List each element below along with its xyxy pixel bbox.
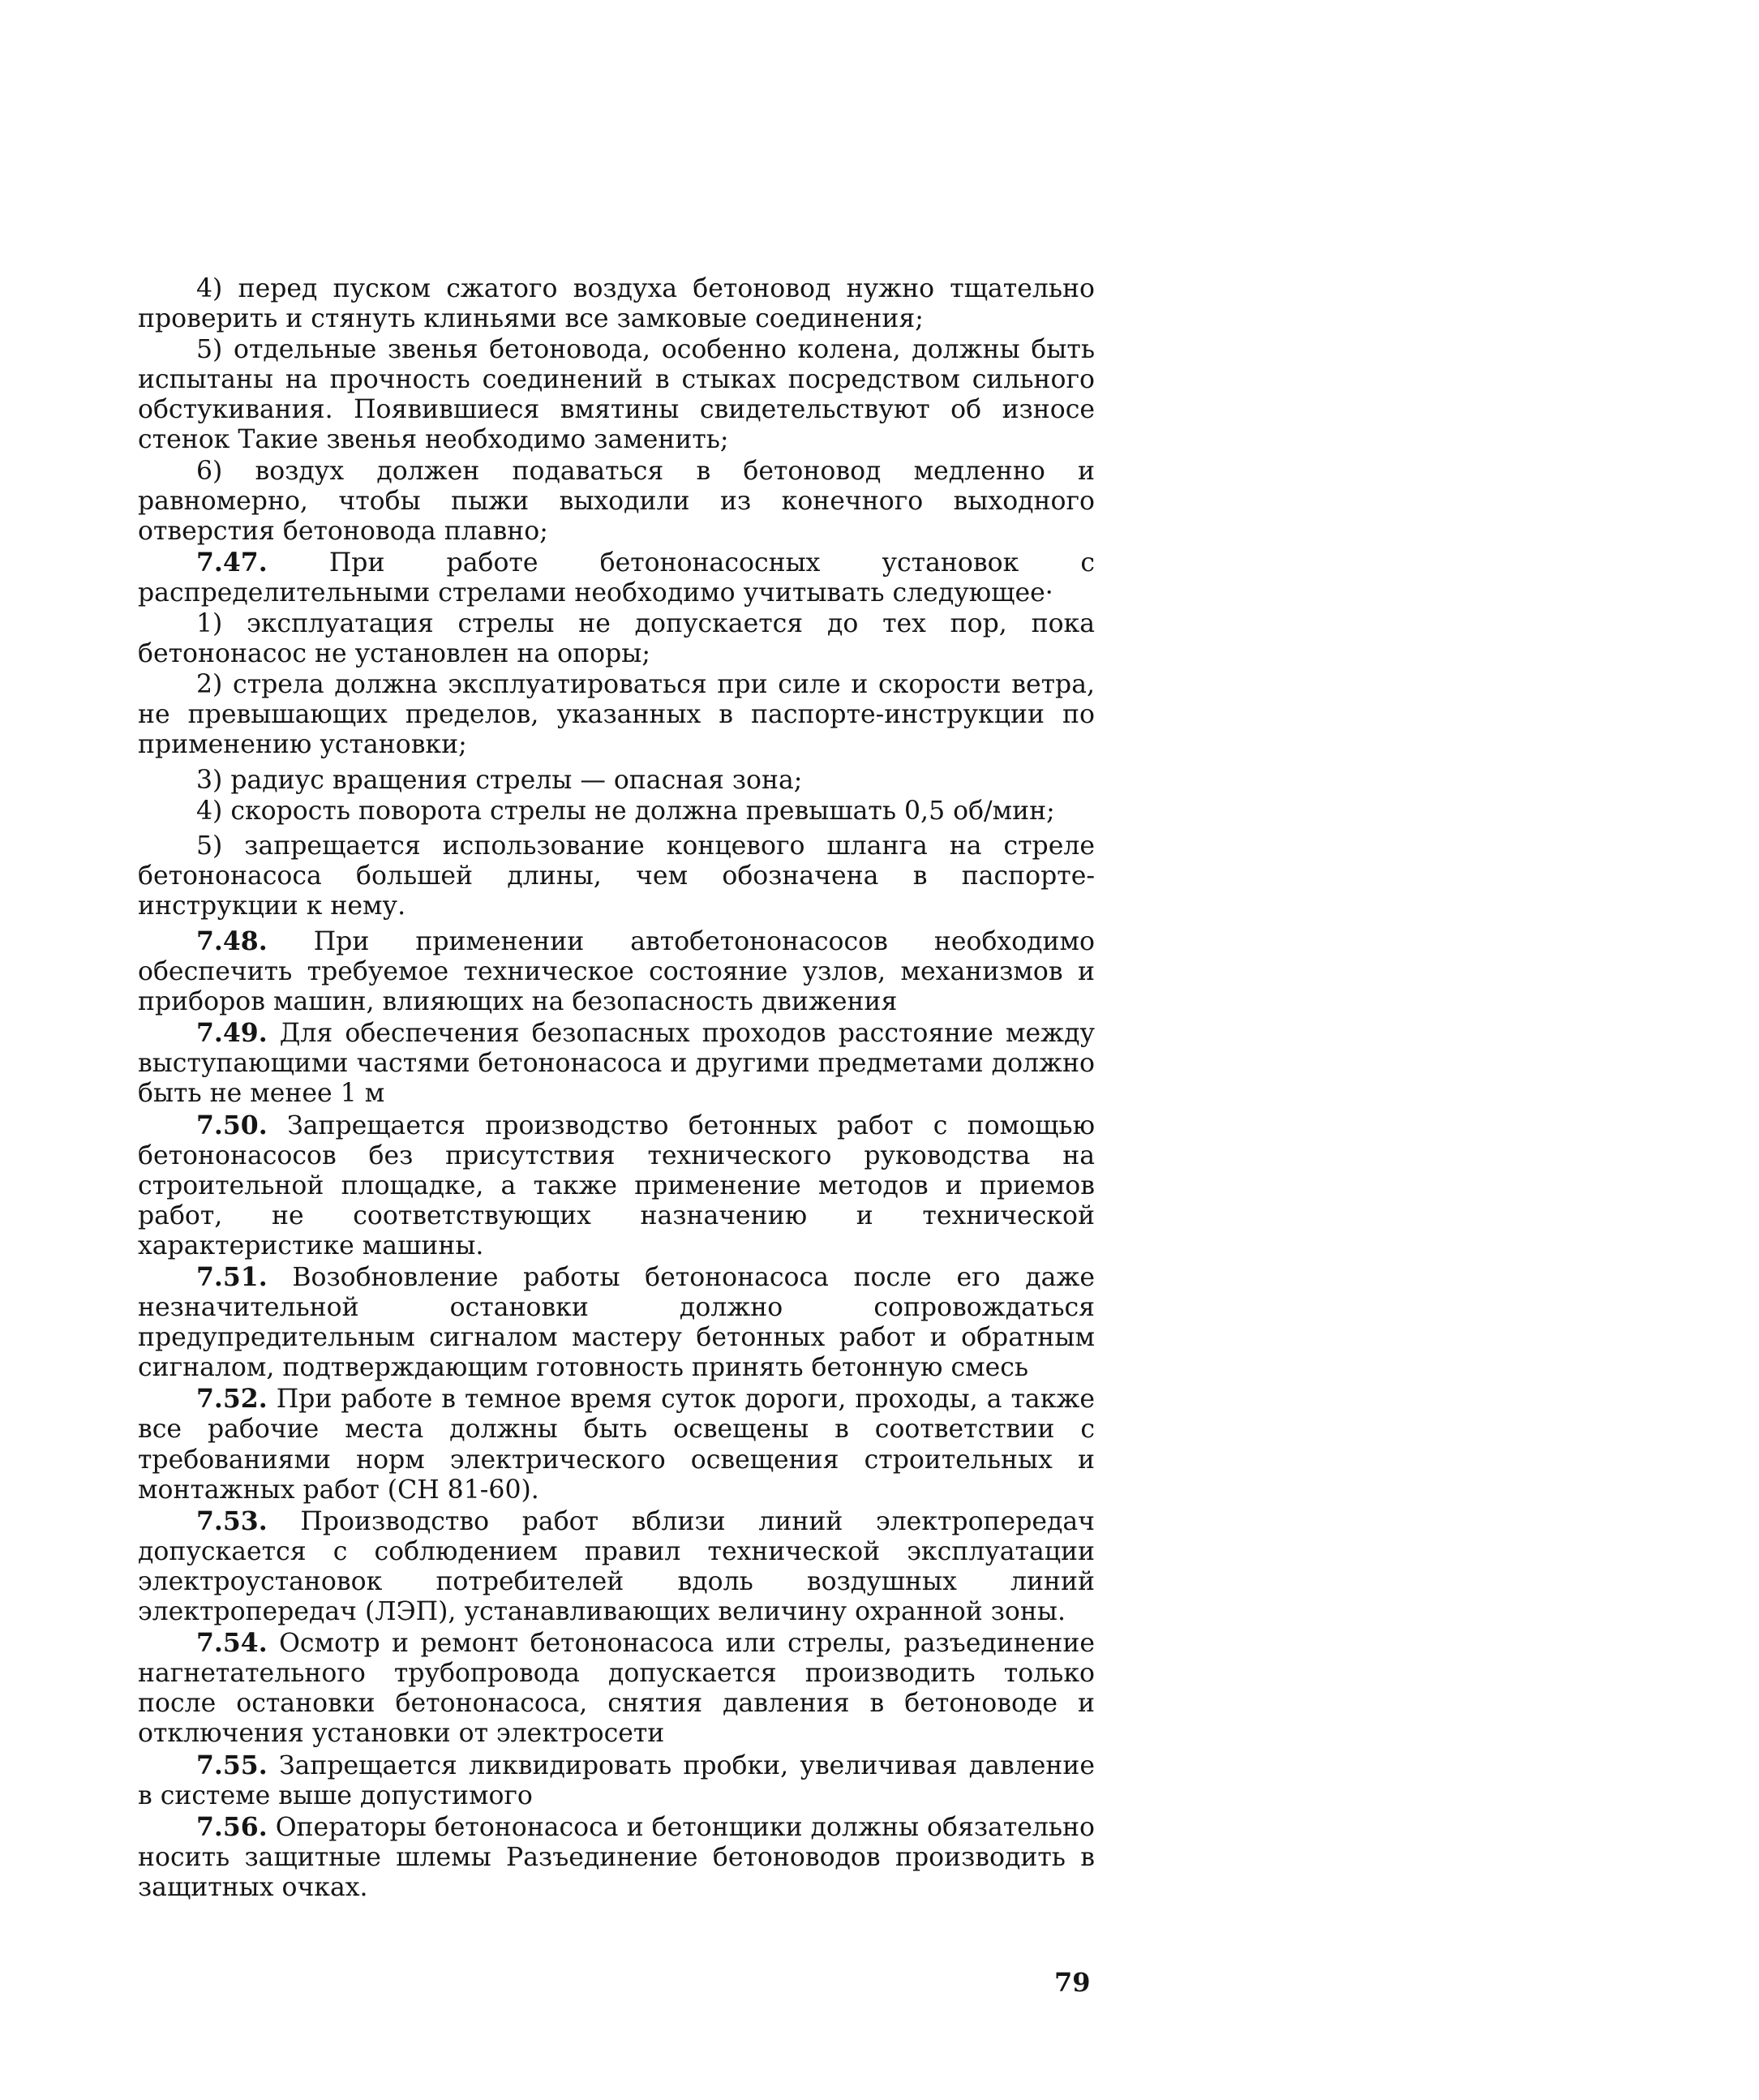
section-number: 7.50. xyxy=(196,1110,268,1140)
section-number: 7.48. xyxy=(196,925,268,956)
paragraph-text: При работе в темное время суток дороги, проходы, а также все рабочие места должны быть освещены в соответствии с требованиями норм электрического освещения строительных и монтажных работ (СН 81-60). xyxy=(138,1385,1096,1505)
paragraph-item-5 xyxy=(138,335,1095,455)
paragraph-text: 6) воздух должен подаваться в бетоновод медленно и равномерно, чтобы пыжи выходили из конечного выходного отверстия бетоновода плавно; xyxy=(138,456,1095,546)
paragraph-text: 3) радиус вращения стрелы — опасная зона; xyxy=(196,765,803,795)
paragraph-text: Производство работ вблизи линий электропередач допускается с соблюдением правил технической эксплуатации электроустановок потребителей вдоль воздушных линий электропередач (ЛЭП), устанавливающих величину охранной зоны. xyxy=(138,1506,1096,1627)
paragraph-text: При работе бетононасосных установок с распределительными стрелами необходимо учитывать следующее· xyxy=(138,548,1096,608)
paragraph-item-3 xyxy=(138,766,1095,796)
document-body xyxy=(138,274,1095,1904)
section-number: 7.54. xyxy=(196,1628,268,1659)
paragraph-text: При применении автобетононасосов необходимо обеспечить требуемое техническое состояние узлов, механизмов и приборов машин, влияющих на безопасность движения xyxy=(138,926,1096,1017)
section-7-51 xyxy=(138,1262,1095,1383)
section-number: 7.47. xyxy=(196,547,268,578)
section-7-55 xyxy=(138,1750,1095,1811)
paragraph-text: 5) отдельные звенья бетоновода, особенно колена, должны быть испытаны на прочность соединений в стыках посредством сильного обстукивания. Появившиеся вмятины свидетельствуют об износе стенок Такие звенья необходимо заменить; xyxy=(138,335,1095,455)
paragraph-item-2 xyxy=(138,670,1095,760)
section-number: 7.52. xyxy=(196,1384,268,1415)
paragraph-item-1 xyxy=(138,609,1095,669)
section-7-49 xyxy=(138,1018,1095,1109)
section-number: 7.49. xyxy=(196,1018,268,1049)
section-number: 7.51. xyxy=(196,1262,268,1292)
section-number: 7.56. xyxy=(196,1811,268,1842)
paragraph-text: Осмотр и ремонт бетононасоса или стрелы, разъединение нагнетательного трубопровода допускается производить только после остановки бетононасоса, снятия давления в бетоноводе и отключения установки от электросети xyxy=(138,1629,1096,1749)
section-7-48 xyxy=(138,926,1095,1017)
section-number: 7.53. xyxy=(196,1505,268,1536)
paragraph-item-6 xyxy=(138,457,1095,547)
section-7-50 xyxy=(138,1110,1095,1261)
paragraph-text: 5) запрещается использование концевого шланга на стреле бетононасоса большей длины, чем обозначена в паспорте-инструкции к нему. xyxy=(138,831,1095,921)
paragraph-text: Возобновление работы бетононасоса после его даже незначительной остановки должно сопровождаться предупредительным сигналом мастеру бетонных работ и обратным сигналом, подтверждающим готовность принять бетонную смесь xyxy=(138,1263,1095,1383)
paragraph-text: Запрещается производство бетонных работ с помощью бетононасосов без присутствия технического руководства на строительной площадке, а также применение методов и приемов работ, не соответствующих назначению и технической характеристике машины. xyxy=(138,1110,1095,1260)
section-7-53 xyxy=(138,1506,1095,1627)
section-7-52 xyxy=(138,1384,1095,1505)
paragraph-text: 4) скорость поворота стрелы не должна превышать 0,5 об/мин; xyxy=(196,796,1055,826)
paragraph-text: 1) эксплуатация стрелы не допускается до тех пор, пока бетононасос не установлен на опоры; xyxy=(138,609,1095,669)
section-7-56 xyxy=(138,1812,1095,1903)
paragraph-text: Запрещается ликвидировать пробки, увеличивая давление в системе выше допустимого xyxy=(138,1750,1095,1810)
section-number: 7.55. xyxy=(196,1750,268,1780)
paragraph-item-4b xyxy=(138,797,1095,827)
section-7-54 xyxy=(138,1628,1095,1749)
paragraph-text: 4) перед пуском сжатого воздуха бетоновод нужно тщательно проверить и стянуть клиньями все замковые соединения; xyxy=(138,274,1095,334)
section-7-47 xyxy=(138,548,1095,608)
paragraph-item-4 xyxy=(138,274,1095,334)
page-number: 79 xyxy=(1054,1967,1091,1998)
paragraph-text: Операторы бетононасоса и бетонщики должны обязательно носить защитные шлемы Разъединение бетоноводов производить в защитных очках. xyxy=(138,1812,1096,1902)
paragraph-item-5b xyxy=(138,831,1095,921)
paragraph-text: 2) стрела должна эксплуатироваться при силе и скорости ветра, не превышающих пределов, указанных в паспорте-инструкции по применению установки; xyxy=(138,670,1095,760)
paragraph-text: Для обеспечения безопасных проходов расстояние между выступающими частями бетононасоса и другими предметами должно быть не менее 1 м xyxy=(138,1019,1095,1109)
